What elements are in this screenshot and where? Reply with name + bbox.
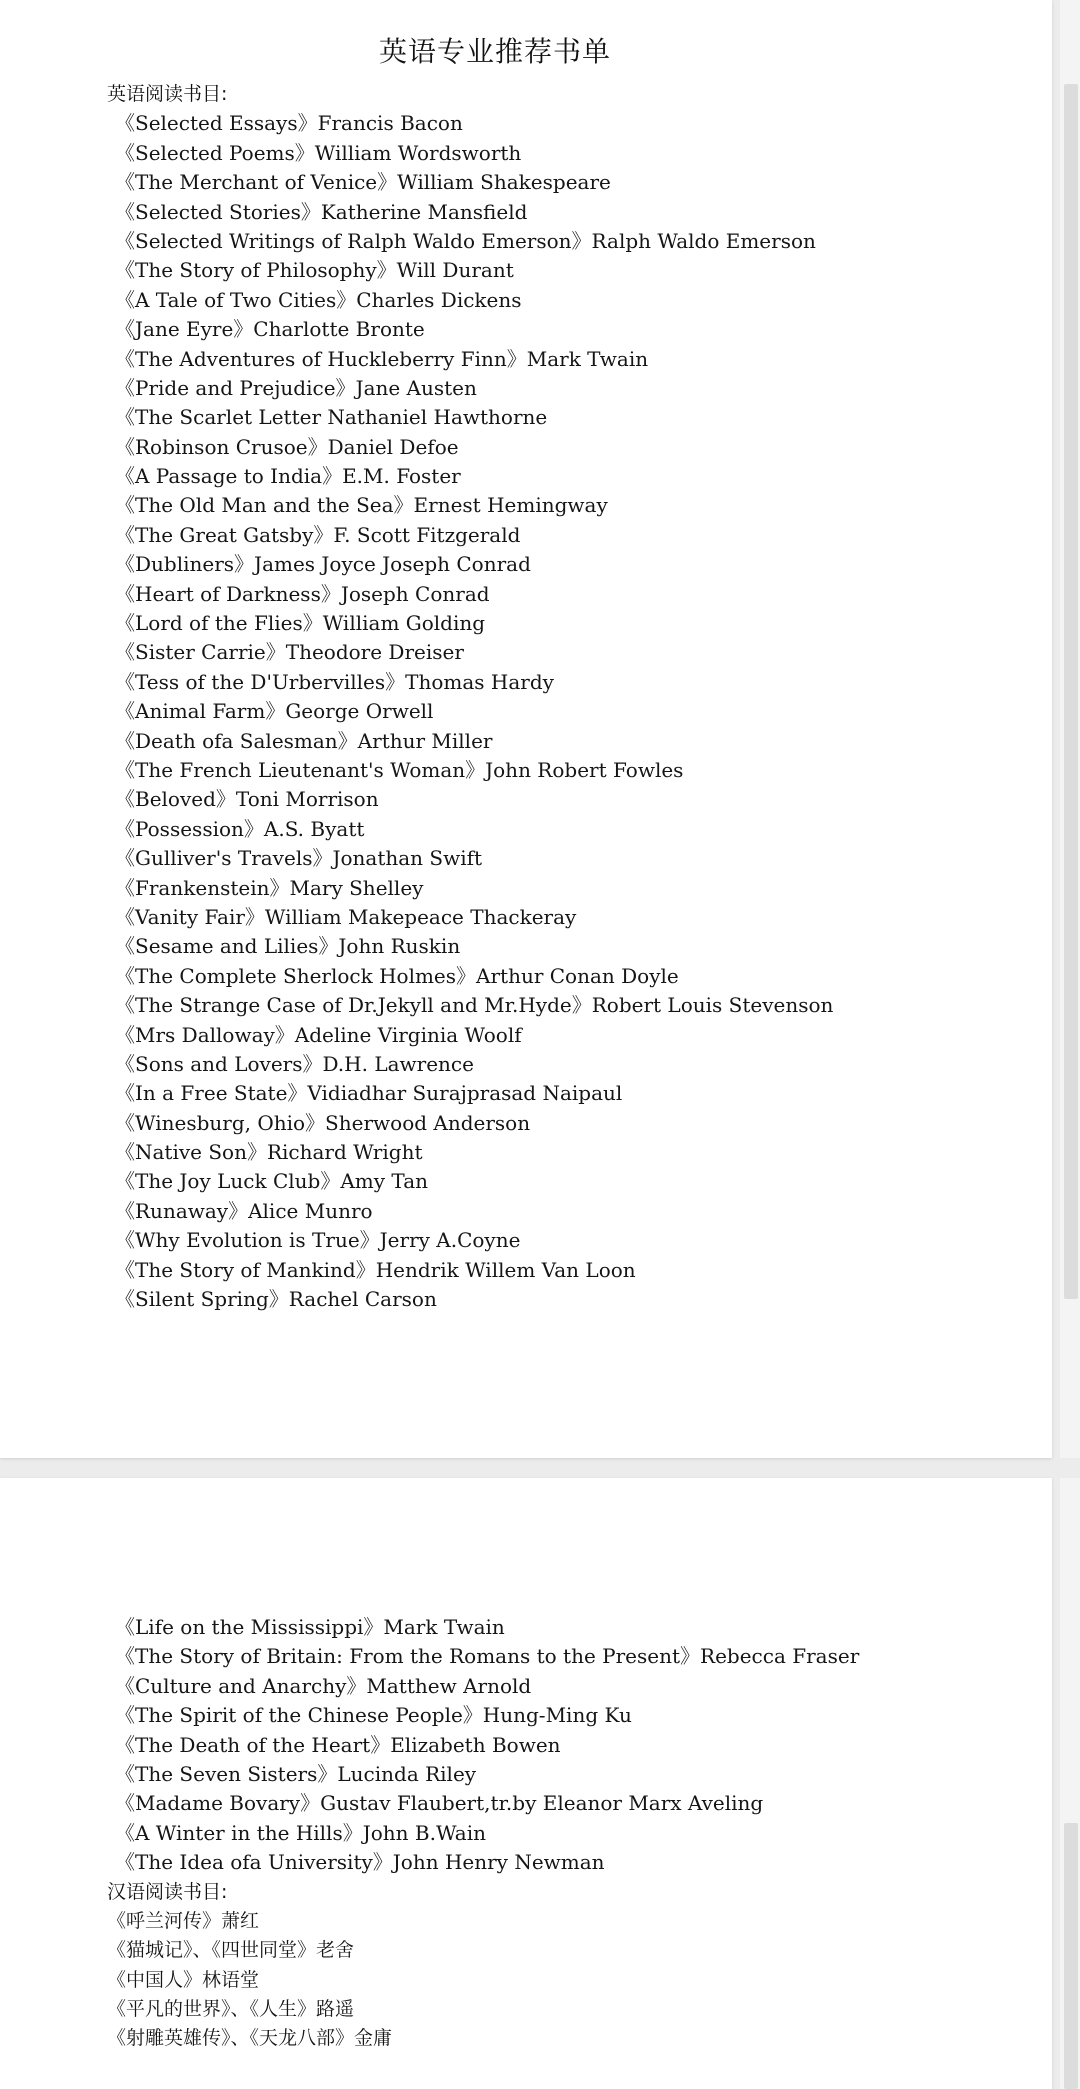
book-entry: 《Silent Spring》Rachel Carson xyxy=(115,1287,437,1312)
book-entry: 《The Scarlet Letter Nathaniel Hawthorne xyxy=(115,405,548,430)
book-entry: 《Sons and Lovers》D.H. Lawrence xyxy=(115,1051,474,1076)
scrollbar-track[interactable] xyxy=(1060,1478,1080,2089)
book-entry: 《Sesame and Lilies》John Ruskin xyxy=(115,934,461,959)
book-entry: 《The Strange Case of Dr.Jekyll and Mr.Hyde》Robert Louis Stevenson xyxy=(115,993,834,1018)
book-entry: 《Tess of the D'Urbervilles》Thomas Hardy xyxy=(115,669,554,694)
book-entry: 《Frankenstein》Mary Shelley xyxy=(115,875,424,900)
book-entry: 《In a Free State》Vidiadhar Surajprasad Naipaul xyxy=(115,1081,623,1106)
book-entry: 《The Great Gatsby》F. Scott Fitzgerald xyxy=(115,522,521,547)
book-entry: 《A Winter in the Hills》John B.Wain xyxy=(115,1820,486,1845)
document-page-2 xyxy=(0,1478,1052,2089)
page-title: 英语专业推荐书单 xyxy=(378,35,611,68)
book-entry: 《The Death of the Heart》Elizabeth Bowen xyxy=(115,1732,561,1757)
book-entry: 《Lord of the Flies》William Golding xyxy=(115,611,486,636)
book-entry: 《The Story of Mankind》Hendrik Willem Van Loon xyxy=(115,1257,636,1282)
book-entry: 《Sister Carrie》Theodore Dreiser xyxy=(115,640,464,665)
book-entry: 《猫城记》、《四世同堂》老舍 xyxy=(107,1939,355,1962)
book-entry: 《中国人》林语堂 xyxy=(107,1968,260,1991)
book-entry: 《The Complete Sherlock Holmes》Arthur Conan Doyle xyxy=(115,963,679,988)
book-entry: 《射雕英雄传》、《天龙八部》金庸 xyxy=(107,2027,393,2050)
book-entry: 《Culture and Anarchy》Matthew Arnold xyxy=(115,1673,532,1698)
book-entry: 《The Story of Britain: From the Romans to the Present》Rebecca Fraser xyxy=(115,1644,860,1669)
book-entry: 《The Story of Philosophy》Will Durant xyxy=(115,258,514,283)
book-entry: 《The Spirit of the Chinese People》Hung-Ming Ku xyxy=(115,1703,632,1728)
book-entry: 《Why Evolution is True》Jerry A.Coyne xyxy=(115,1228,521,1253)
book-entry: 《The Idea ofa University》John Henry Newman xyxy=(115,1850,605,1875)
book-entry: 《The French Lieutenant's Woman》John Robert Fowles xyxy=(115,757,684,782)
book-entry: 《Runaway》Alice Munro xyxy=(115,1198,373,1223)
english-section-heading: 英语阅读书目: xyxy=(107,83,228,105)
book-entry: 《Selected Writings of Ralph Waldo Emerson》Ralph Waldo Emerson xyxy=(115,228,816,253)
chinese-book-list xyxy=(107,1907,859,2054)
book-entry: 《Robinson Crusoe》Daniel Defoe xyxy=(115,434,459,459)
book-entry: 《Vanity Fair》William Makepeace Thackeray xyxy=(115,904,577,929)
english-book-list-continued xyxy=(107,1613,859,1878)
book-entry: 《Selected Poems》William Wordsworth xyxy=(115,140,522,165)
book-entry: 《Native Son》Richard Wright xyxy=(115,1140,423,1165)
book-entry: 《Death ofa Salesman》Arthur Miller xyxy=(115,728,493,753)
scrollbar-thumb[interactable] xyxy=(1064,84,1078,1299)
book-entry: 《Gulliver's Travels》Jonathan Swift xyxy=(115,846,483,871)
book-entry: 《平凡的世界》、《人生》路遥 xyxy=(107,1998,355,2021)
chinese-section-heading: 汉语阅读书目: xyxy=(107,1880,228,1903)
page-2-content xyxy=(107,1613,859,2054)
book-entry: 《The Seven Sisters》Lucinda Riley xyxy=(115,1761,477,1786)
book-entry: 《The Old Man and the Sea》Ernest Hemingway xyxy=(115,493,608,518)
book-entry: 《The Merchant of Venice》William Shakespeare xyxy=(115,170,611,195)
book-entry: 《Heart of Darkness》Joseph Conrad xyxy=(115,581,490,606)
english-reading-section xyxy=(107,80,833,1314)
book-entry: 《Life on the Mississippi》Mark Twain xyxy=(115,1615,505,1639)
book-entry: 《Mrs Dalloway》Adeline Virginia Woolf xyxy=(115,1022,522,1047)
book-entry: 《Animal Farm》George Orwell xyxy=(115,699,434,724)
book-entry: 《Possession》A.S. Byatt xyxy=(115,816,365,841)
book-entry: 《The Adventures of Huckleberry Finn》Mark Twain xyxy=(115,346,649,371)
book-entry: 《Dubliners》James Joyce Joseph Conrad xyxy=(115,552,531,577)
book-entry: 《The Joy Luck Club》Amy Tan xyxy=(115,1169,429,1194)
book-entry: 《Winesburg, Ohio》Sherwood Anderson xyxy=(115,1110,531,1135)
book-entry: 《Jane Eyre》Charlotte Bronte xyxy=(115,317,425,342)
book-entry: 《Selected Stories》Katherine Mansfield xyxy=(115,199,528,224)
book-entry: 《Beloved》Toni Morrison xyxy=(115,787,379,812)
book-entry: 《A Tale of Two Cities》Charles Dickens xyxy=(115,287,522,312)
book-entry: 《Madame Bovary》Gustav Flaubert,tr.by Eleanor Marx Aveling xyxy=(115,1791,764,1816)
scrollbar-thumb[interactable] xyxy=(1064,1823,1078,2089)
english-book-list xyxy=(107,109,833,1314)
scrollbar-track[interactable] xyxy=(1060,0,1080,1458)
book-entry: 《Pride and Prejudice》Jane Austen xyxy=(115,375,477,400)
book-entry: 《Selected Essays》Francis Bacon xyxy=(115,111,463,136)
book-entry: 《呼兰河传》萧红 xyxy=(107,1909,260,1932)
book-entry: 《A Passage to India》E.M. Foster xyxy=(115,464,461,489)
